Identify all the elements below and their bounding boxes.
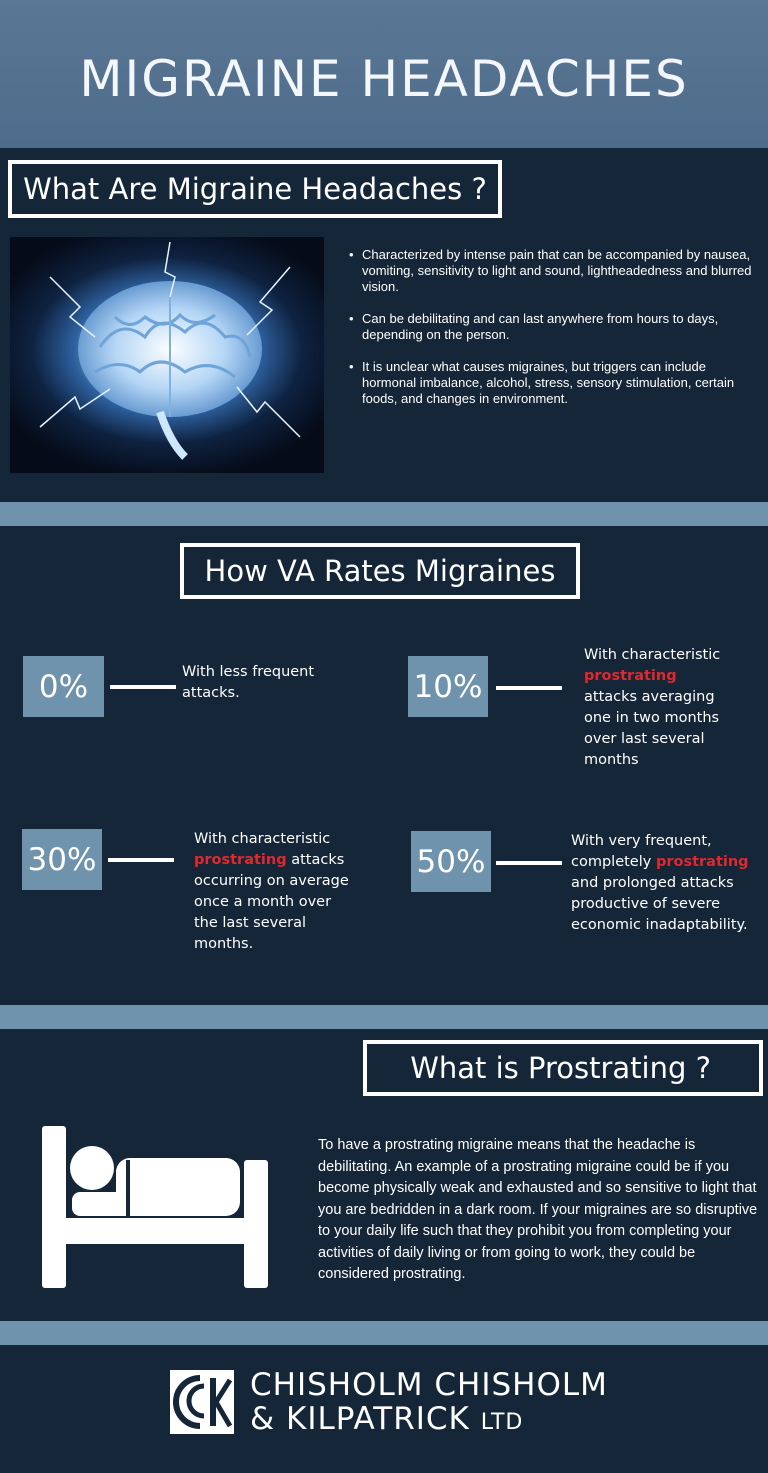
rating-30-box: [22, 829, 102, 890]
rating-10-description: [584, 645, 734, 771]
divider-band-1: [0, 502, 768, 526]
section-va-rates-title: [180, 543, 580, 599]
rating-30-connector: [108, 858, 174, 862]
cck-logo-svg: [170, 1370, 234, 1434]
rating-50-connector: [496, 861, 562, 865]
section-prostrating-title-text: What is Prostrating ?: [410, 1051, 711, 1085]
firm-name-line-1: CHISHOLM CHISHOLM: [250, 1367, 608, 1403]
rating-50-highlight: prostrating: [655, 854, 749, 870]
prostrating-explanation: To have a prostrating migraine means that the headache is debilitating. An example of a prostrating migraine could be if you become physically weak and exhausted and so sensitive to light that you are bedridden in a dark room. If your migraines are so disruptive to your daily life such that they prohibit you from completing your activities of daily living or from going to work, they could be considered prostrating.: [318, 1137, 758, 1282]
rating-50-description: [571, 831, 751, 936]
rating-10-highlight: prostrating: [584, 668, 677, 684]
rating-10-text-post: attacks averaging one in two months over last several months: [584, 689, 720, 768]
rating-0-text: With less frequent attacks.: [182, 664, 315, 701]
rating-30-description: [194, 829, 354, 955]
brain-image: [10, 237, 324, 473]
divider-band-2: [0, 1005, 768, 1029]
fact-bullet-2: • Can be debilitating and can last anywhere from hours to days, depending on the person.: [362, 311, 760, 343]
rating-10-text-pre: With characteristic: [584, 647, 721, 663]
rating-10-connector: [496, 686, 562, 690]
rating-30-highlight: prostrating: [194, 852, 287, 868]
rating-30-text-pre: With characteristic: [194, 831, 331, 847]
rating-50-box: [411, 831, 491, 892]
rating-10-percent: 10%: [413, 668, 483, 705]
rating-50-text-post: and prolonged attacks productive of severe economic inadaptability.: [571, 875, 748, 933]
bed-icon: [42, 1126, 268, 1288]
firm-name-kilpatrick: & KILPATRICK: [250, 1401, 470, 1437]
divider-band-3: [0, 1321, 768, 1345]
fact-bullet-3: • It is unclear what causes migraines, but triggers can include hormonal imbalance, alcohol, stress, sensory stimulation, certain foods, and changes in environment.: [362, 359, 760, 407]
rating-0-description: [182, 662, 322, 704]
firm-name: [250, 1368, 650, 1440]
firm-name-line-2: [250, 1402, 650, 1440]
fact-bullet-1: • Characterized by intense pain that can be accompanied by nausea, vomiting, sensitivity to light and sound, lightheadedness and blurred vision.: [362, 247, 760, 295]
rating-50-percent: 50%: [416, 843, 486, 880]
section-what-are-title-text: What Are Migraine Headaches ?: [23, 172, 487, 206]
rating-30-text-post: attacks occurring on average once a month over the last several months.: [194, 852, 349, 952]
rating-0-box: [23, 656, 104, 717]
firm-name-ltd: LTD: [480, 1410, 524, 1435]
section-prostrating-title: [363, 1040, 763, 1096]
page-title: MIGRAINE HEADACHES: [79, 50, 689, 108]
section-what-are-title: [8, 160, 502, 218]
section-va-rates-title-text: How VA Rates Migraines: [204, 554, 556, 588]
rating-30-percent: 30%: [27, 841, 97, 878]
brain-illustration: [10, 237, 324, 473]
rating-0-percent: 0%: [38, 668, 89, 705]
cck-logo: [170, 1370, 234, 1434]
bed-icon-svg: [42, 1126, 268, 1288]
rating-50-text-pre: With very frequent, completely: [571, 833, 712, 870]
rating-10-box: [408, 656, 488, 717]
rating-0-connector: [110, 685, 176, 689]
migraine-facts: [348, 247, 760, 423]
